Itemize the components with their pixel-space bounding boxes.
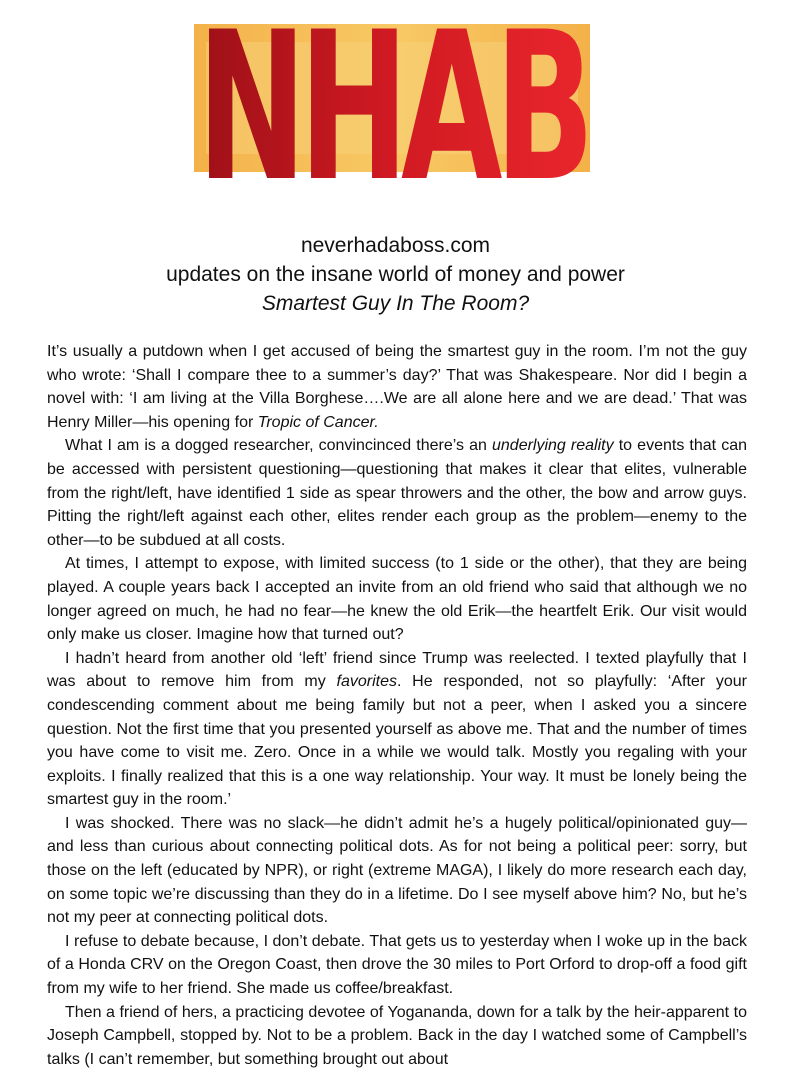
site-logo — [194, 0, 590, 227]
paragraph-2-text-a: What I am is a dogged researcher, convincinced there’s an — [65, 437, 492, 455]
logo-text: NHAB — [197, 0, 587, 227]
favorites-emphasis: favorites — [336, 673, 397, 691]
book-title-emphasis: Tropic of Cancer. — [257, 413, 379, 431]
paragraph-7: Then a friend of hers, a practicing devotee of Yogananda, down for a talk by the heir-apparent to Joseph Campbell, stopped by. Not to be a problem. Back in the day I watched some of Campbell’s talks (I can’t remember, but something brought out about — [47, 1003, 747, 1068]
site-url: neverhadaboss.com — [300, 234, 491, 257]
underlying-reality-emphasis: underlying reality — [492, 437, 614, 455]
site-tagline: updates on the insane world of money and power — [166, 263, 625, 286]
paragraph-5: I was shocked. There was no slack—he didn’t admit he’s a hugely political/opinionated guy—and less than curious about connecting political dots. As for not being a political peer: sorry, but those on the left (educated by NPR), or right (extreme MAGA), I likely do more research each day, on some topic we’re discussing than they do in a lifetime. Do I see myself above him? No, but he’s not my peer at connecting political dots. — [47, 814, 747, 927]
page-header — [0, 231, 791, 318]
article-body — [47, 340, 747, 1071]
paragraph-2-text-b: to events that can be accessed with persistent questioning—questioning that makes it clear that elites, vulnerable from the right/left, have identified 1 side as spear throwers and the other, the bow and arrow guys. Pitting the right/left against each other, elites render each group as the problem—enemy to the other—to be subdued at all costs. — [47, 437, 748, 549]
article-title: Smartest Guy In The Room? — [261, 292, 530, 315]
paragraph-1-text: It’s usually a putdown when I get accused of being the smartest guy in the room. I’m not the guy who wrote: ‘Shall I compare thee to a summer’s day?’ That was Shakespeare. Nor did I begin a novel with: ‘I am living at the Villa Borghese….We are all alone here and we are dead.’ That was Henry Miller—his opening for — [47, 343, 747, 431]
paragraph-3: At times, I attempt to expose, with limited success (to 1 side or the other), that they are being played. A couple years back I accepted an invite from an old friend who said that although we no longer agreed on much, he had no fear—he knew the old Erik—the heartfelt Erik. Our visit would only make us closer. Imagine how that turned out? — [47, 555, 747, 644]
paragraph-2 — [47, 434, 747, 552]
paragraph-1 — [47, 340, 747, 434]
paragraph-4 — [47, 647, 747, 812]
paragraph-4-text-a: I hadn’t heard from another old ‘left’ friend since Trump was reelected. I texted playfully that I was about to remove him from my — [47, 649, 747, 691]
paragraph-4-text-b: . He responded, not so playfully: ‘After your condescending comment about me being family but not a peer, when I asked you a sincere question. Not the first time that you presented yourself as above me. That and the number of times you have come to visit me. Zero. Once in a while we would talk. Mostly you regaling with your exploits. I finally realized that this is a one way relationship. Your way. It must be lonely being the smartest guy in the room.’ — [47, 673, 747, 809]
nhab-logo-graphic — [194, 0, 590, 227]
paragraph-6: I refuse to debate because, I don’t debate. That gets us to yesterday when I woke up in the back of a Honda CRV on the Oregon Coast, then drove the 30 miles to Port Orford to drop-off a food gift from my wife to her friend. She made us coffee/breakfast. — [47, 932, 747, 998]
